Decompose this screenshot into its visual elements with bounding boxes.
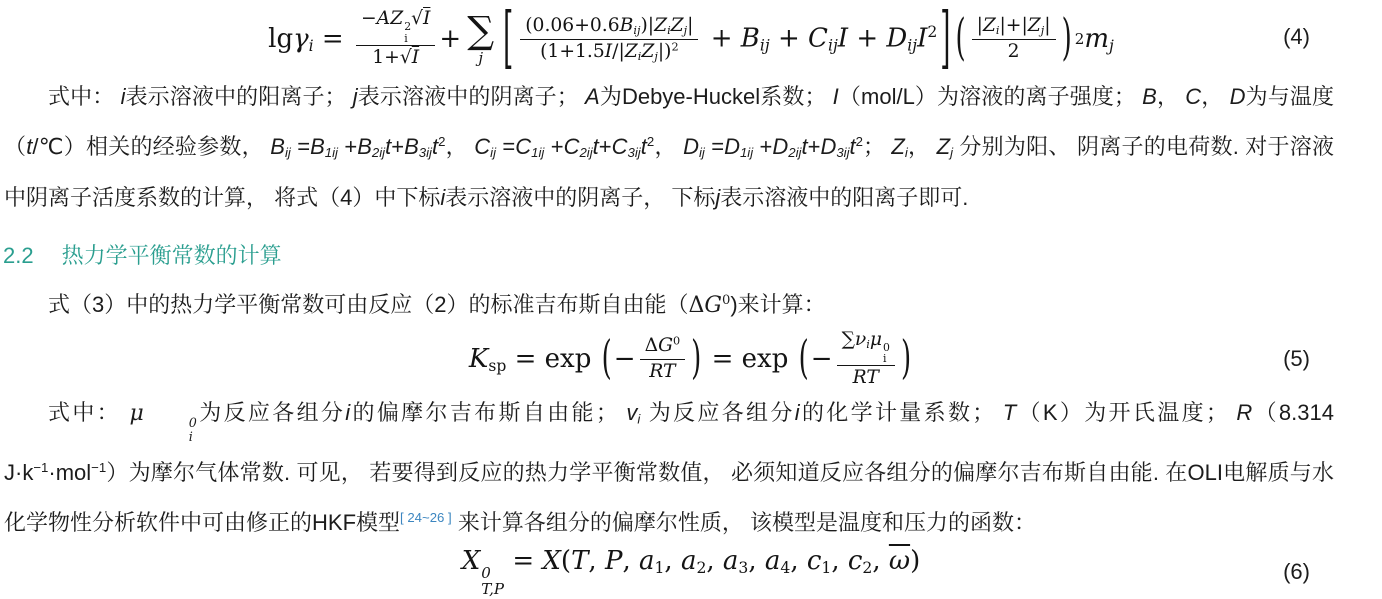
text-run: )| bbox=[640, 15, 655, 37]
text-run: 的偏摩尔吉布斯自由能； bbox=[350, 400, 627, 426]
text-run: t bbox=[431, 133, 439, 159]
eq4-plus-sign: + bbox=[439, 24, 462, 54]
text-run: 2 bbox=[646, 134, 655, 149]
right-parenthesis: ) bbox=[900, 332, 912, 386]
section-number: 2.2 bbox=[3, 243, 34, 269]
equation-number-4: (4) bbox=[1283, 24, 1310, 49]
minus-sign: − bbox=[810, 344, 833, 375]
text-run: D bbox=[683, 133, 699, 159]
eq4-fraction-charge bbox=[972, 14, 1056, 64]
text-run: B bbox=[404, 133, 419, 159]
text-run: + bbox=[337, 133, 358, 159]
text-run: v bbox=[626, 400, 638, 426]
text-run: + bbox=[848, 23, 887, 54]
eq4-frac3-denominator bbox=[1003, 40, 1025, 64]
text-run: 2 bbox=[696, 559, 707, 578]
text-run: c bbox=[806, 546, 822, 577]
text-run: μ bbox=[129, 401, 144, 427]
text-run: a bbox=[680, 546, 697, 577]
text-run: , bbox=[588, 546, 605, 577]
text-run: t bbox=[592, 133, 599, 159]
text-run: = bbox=[313, 23, 352, 54]
text-run: i bbox=[866, 337, 870, 351]
text-run: ）为摩尔气体常数. 可见， 若要得到反应的热力学平衡常数值， 必须知道反应各组分的偏摩尔吉布斯自由能. 在OLI电解质与水化学物性分析软件中可由修正的HKF模型 bbox=[4, 460, 1334, 535]
text-run: j bbox=[683, 23, 688, 37]
text-run: t bbox=[26, 133, 33, 159]
text-run: j bbox=[1040, 23, 1045, 37]
text-run: Z bbox=[982, 15, 996, 37]
text-run: Z bbox=[390, 8, 404, 30]
text-run: )来计算： bbox=[730, 292, 826, 318]
text-run: 为Debye-Huckel系数； bbox=[599, 84, 833, 109]
text-run: j bbox=[715, 185, 721, 211]
text-run: 1ij bbox=[739, 145, 754, 161]
text-run: D bbox=[724, 133, 740, 159]
eq4-virial-terms bbox=[702, 23, 937, 54]
text-run: B bbox=[1142, 84, 1157, 109]
text-run: 2ij bbox=[579, 145, 593, 161]
text-run: |) bbox=[657, 40, 672, 62]
text-run: j bbox=[352, 84, 358, 109]
text-run: a bbox=[764, 546, 781, 577]
text-run: ij bbox=[490, 145, 497, 161]
right-square-bracket: ] bbox=[940, 0, 951, 78]
text-run: ， bbox=[907, 133, 937, 159]
text-run: i bbox=[120, 84, 126, 109]
text-run: , bbox=[748, 546, 765, 577]
text-run: i bbox=[308, 36, 314, 55]
eq5-middle bbox=[703, 344, 796, 374]
text-run: I bbox=[411, 47, 420, 69]
text-run: t bbox=[385, 133, 392, 159]
text-run: ， bbox=[445, 133, 475, 159]
text-run: c bbox=[847, 546, 863, 577]
text-run: 1+ bbox=[372, 47, 400, 69]
text-run: （K）为开氏温度； bbox=[1016, 400, 1237, 426]
text-run: sp bbox=[488, 356, 507, 375]
text-run: Δ bbox=[688, 293, 705, 319]
text-run: 2 bbox=[671, 39, 679, 53]
text-run: （8.314 J·k bbox=[4, 400, 1341, 486]
equation-number-6: (6) bbox=[1283, 559, 1310, 584]
left-parenthesis: ( bbox=[798, 332, 809, 386]
text-run: D bbox=[820, 133, 837, 159]
text-run: Z bbox=[1027, 15, 1041, 37]
left-square-bracket: [ bbox=[503, 0, 514, 78]
text-run: 3ij bbox=[836, 145, 850, 161]
text-run: A bbox=[376, 8, 391, 30]
text-run: C bbox=[1185, 84, 1202, 109]
text-run: D bbox=[886, 23, 908, 54]
text-run: i bbox=[637, 411, 641, 427]
text-run: D bbox=[772, 133, 789, 159]
text-run: + bbox=[544, 133, 564, 159]
eq5-frac2-numerator bbox=[837, 328, 895, 367]
text-run: G bbox=[658, 335, 674, 357]
text-run: C bbox=[808, 23, 828, 54]
text-run: B bbox=[357, 133, 372, 159]
text-run: t bbox=[640, 133, 647, 159]
text-run: B bbox=[740, 23, 760, 54]
eq5-fraction-gibbs bbox=[640, 334, 686, 384]
text-run: I bbox=[917, 23, 928, 54]
text-run: (0.06+0.6 bbox=[525, 15, 620, 37]
text-run: 2 bbox=[862, 559, 873, 578]
text-run: 0 T,P bbox=[481, 563, 505, 599]
text-run: ∑ bbox=[841, 328, 855, 350]
eq4-frac1-denominator bbox=[367, 46, 424, 70]
text-run: m bbox=[1084, 23, 1109, 54]
text-run: | bbox=[687, 15, 694, 37]
summation-index: j bbox=[478, 49, 483, 68]
text-run: /| bbox=[612, 40, 625, 62]
text-run: X bbox=[461, 546, 481, 577]
eq4-fraction-interaction bbox=[520, 14, 698, 64]
text-run: （mol/L）为溶液的离子强度； bbox=[838, 84, 1143, 109]
section-heading-2-2 bbox=[0, 240, 1382, 272]
text-run: ij bbox=[827, 36, 838, 55]
text-run: a bbox=[722, 546, 739, 577]
text-run: T bbox=[1002, 400, 1017, 426]
text-run: 1ij bbox=[324, 145, 338, 161]
text-run: + bbox=[753, 133, 773, 159]
text-run: B bbox=[270, 133, 285, 159]
equation-5 bbox=[0, 328, 1382, 390]
text-run: i bbox=[667, 23, 671, 37]
text-run: −1 bbox=[91, 460, 107, 476]
text-run: μ bbox=[869, 328, 883, 350]
text-run: ， bbox=[1156, 84, 1186, 109]
text-run: , bbox=[664, 546, 681, 577]
text-run: − bbox=[361, 8, 377, 30]
text-run: 3ij bbox=[418, 145, 432, 161]
left-parenthesis: ( bbox=[955, 10, 966, 68]
text-run: 式中： bbox=[48, 400, 130, 426]
eq4-molality-term bbox=[1084, 24, 1114, 55]
text-run: + bbox=[702, 23, 741, 54]
text-run: γ bbox=[293, 23, 309, 54]
text-run: A bbox=[585, 84, 600, 109]
text-run: 3 bbox=[738, 559, 749, 578]
text-run: 的化学计量系数； bbox=[799, 400, 1003, 426]
text-run: + bbox=[598, 133, 612, 159]
paragraph-eq4-variables bbox=[0, 74, 1382, 220]
right-parenthesis: ) bbox=[1061, 10, 1072, 68]
text-run: 为反应各组分 bbox=[640, 400, 795, 426]
text-run: 为与温度（ bbox=[4, 84, 1334, 159]
text-run: , bbox=[706, 546, 723, 577]
text-run: = bbox=[504, 546, 543, 577]
text-run: 4 bbox=[780, 559, 791, 578]
text-run: I bbox=[604, 40, 613, 62]
text-run: −1 bbox=[33, 460, 49, 476]
text-run: | bbox=[1044, 15, 1051, 37]
eq4-frac2-denominator bbox=[535, 40, 683, 64]
text-run: , bbox=[831, 546, 848, 577]
text-run: RT bbox=[649, 360, 676, 382]
text-run: ij bbox=[284, 145, 291, 161]
text-run: B bbox=[310, 133, 325, 159]
text-run: 表示溶液中的阴离子； bbox=[357, 84, 586, 109]
text-run: 0 bbox=[673, 334, 681, 348]
text-run: K bbox=[468, 343, 489, 374]
text-run: ij bbox=[759, 36, 770, 55]
text-run: = bbox=[496, 133, 516, 159]
text-run: 2 bbox=[438, 134, 446, 149]
equation-6 bbox=[0, 545, 1382, 599]
text-run: |+| bbox=[999, 15, 1028, 37]
text-run: 1 bbox=[821, 559, 832, 578]
text-run: t bbox=[801, 133, 808, 159]
text-run: t bbox=[849, 133, 856, 159]
text-run: 表示溶液中的阴离子， 下标 bbox=[445, 185, 716, 211]
text-run: C bbox=[611, 133, 628, 159]
text-run: Z bbox=[670, 15, 684, 37]
text-run: /℃）相关的经验参数， bbox=[32, 133, 271, 159]
text-run: 式中： bbox=[48, 84, 121, 109]
text-run: Z bbox=[641, 40, 655, 62]
text-run: 3ij bbox=[627, 145, 641, 161]
equation-4 bbox=[0, 0, 1382, 78]
text-run: R bbox=[1236, 400, 1253, 426]
left-parenthesis: ( bbox=[601, 332, 612, 386]
text-run: a bbox=[638, 546, 655, 577]
eq4-frac1-numerator bbox=[356, 7, 435, 46]
text-run: Z bbox=[654, 15, 668, 37]
text-run: √ bbox=[411, 8, 424, 30]
text-run: 为反应各组分 bbox=[196, 400, 346, 426]
text-run: = exp bbox=[703, 344, 797, 375]
text-run: ， bbox=[654, 133, 684, 159]
text-run: B bbox=[619, 15, 634, 37]
text-run: , bbox=[622, 546, 639, 577]
summation-operator bbox=[467, 7, 495, 68]
text-run: ， bbox=[1201, 84, 1230, 109]
text-run: Z bbox=[936, 133, 951, 159]
text-run: i bbox=[995, 23, 1000, 37]
eq5-frac1-numerator bbox=[640, 334, 686, 359]
text-run: j bbox=[950, 145, 954, 161]
text-run: 2 i bbox=[404, 20, 412, 46]
paragraph-eq5-intro bbox=[0, 278, 1382, 328]
text-run: G bbox=[704, 293, 722, 319]
text-run: i bbox=[637, 49, 642, 63]
text-run: 式（3）中的热力学平衡常数可由反应（2）的标准吉布斯自由能（ bbox=[48, 292, 689, 318]
text-run: + bbox=[769, 23, 809, 54]
text-run: 0 bbox=[721, 293, 731, 309]
citation-ref-24-26[interactable]: [ 24~26 ] bbox=[400, 510, 452, 526]
right-parenthesis: ) bbox=[691, 332, 702, 386]
eq6-body bbox=[462, 546, 920, 597]
text-run: C bbox=[474, 133, 491, 159]
text-run: ) bbox=[910, 546, 921, 577]
sigma-symbol: ∑ bbox=[467, 7, 495, 52]
eq5-lhs bbox=[469, 344, 600, 375]
text-run: lg bbox=[268, 23, 294, 54]
section-title: 热力学平衡常数的计算 bbox=[61, 243, 282, 269]
minus-sign: − bbox=[613, 344, 636, 375]
text-run: $\overline{\omega}$ bbox=[888, 546, 911, 577]
text-run: j bbox=[1108, 36, 1114, 55]
text-run: , bbox=[790, 546, 807, 577]
text-run: (1+1.5 bbox=[540, 40, 605, 62]
text-run: i bbox=[904, 145, 908, 161]
text-run: i bbox=[440, 185, 446, 211]
text-run: 2ij bbox=[788, 145, 802, 161]
eq4-fraction-debye bbox=[356, 7, 435, 70]
text-run: X bbox=[542, 546, 561, 577]
text-run: I bbox=[832, 84, 839, 109]
text-run: 0 i bbox=[188, 416, 197, 446]
text-run: ij bbox=[907, 36, 918, 55]
text-run: 表示溶液中的阳离子； bbox=[125, 84, 353, 109]
text-run: i bbox=[345, 400, 351, 426]
text-run: RT bbox=[852, 367, 879, 389]
text-run: 1 bbox=[654, 559, 665, 578]
text-run: + bbox=[807, 133, 821, 159]
eq5-fraction-chemical-potential bbox=[837, 328, 895, 391]
text-run: ·mol bbox=[48, 460, 92, 486]
eq5-frac2-denominator bbox=[848, 366, 884, 390]
text-run: i bbox=[794, 400, 800, 426]
text-run: I bbox=[423, 8, 431, 30]
text-run: 分别为阳、 阴离子的电荷数. 对于溶液中阴离子活度系数的计算， 将式（4）中下标 bbox=[4, 133, 1334, 211]
text-run: 2 bbox=[855, 134, 864, 149]
text-run: = exp bbox=[506, 343, 600, 374]
text-run: ij bbox=[698, 145, 705, 161]
text-run: , bbox=[872, 546, 889, 577]
text-run: = bbox=[290, 133, 311, 159]
text-run: | bbox=[976, 15, 983, 37]
text-run: Δ bbox=[644, 335, 659, 357]
text-run: 1ij bbox=[531, 145, 545, 161]
eq5-frac1-denominator bbox=[644, 360, 680, 384]
text-run: ij bbox=[633, 23, 641, 37]
text-run: 2 bbox=[1007, 40, 1020, 62]
paragraph-eq5-variables bbox=[0, 390, 1382, 545]
text-run: ； bbox=[863, 133, 892, 159]
text-run: P bbox=[604, 546, 623, 577]
text-run: 2 bbox=[927, 23, 938, 42]
text-run: 表示溶液中的阳离子即可. bbox=[720, 185, 969, 211]
eq4-frac2-numerator bbox=[520, 14, 698, 39]
text-run: 来计算各组分的偏摩尔性质， 该模型是温度和压力的函数： bbox=[451, 510, 1036, 535]
eq4-paren-exponent: 2 bbox=[1074, 30, 1085, 48]
text-run: = bbox=[704, 133, 725, 159]
equation-number-5: (5) bbox=[1283, 346, 1310, 372]
eq4-frac3-numerator bbox=[972, 14, 1056, 39]
text-run: C bbox=[515, 133, 532, 159]
text-run: ν bbox=[854, 328, 867, 350]
text-run: Z bbox=[891, 133, 905, 159]
text-run: 2ij bbox=[371, 145, 386, 161]
text-run: j bbox=[654, 49, 658, 63]
text-run: C bbox=[563, 133, 580, 159]
text-run: ( bbox=[560, 546, 572, 577]
text-run: D bbox=[1229, 84, 1246, 109]
text-run: + bbox=[391, 133, 405, 159]
text-run: I bbox=[837, 23, 849, 54]
text-run: Z bbox=[624, 40, 638, 62]
text-run: 0 i bbox=[883, 340, 890, 366]
text-run: √ bbox=[399, 47, 412, 69]
text-run: T bbox=[571, 546, 589, 577]
eq4-lhs bbox=[268, 24, 352, 55]
